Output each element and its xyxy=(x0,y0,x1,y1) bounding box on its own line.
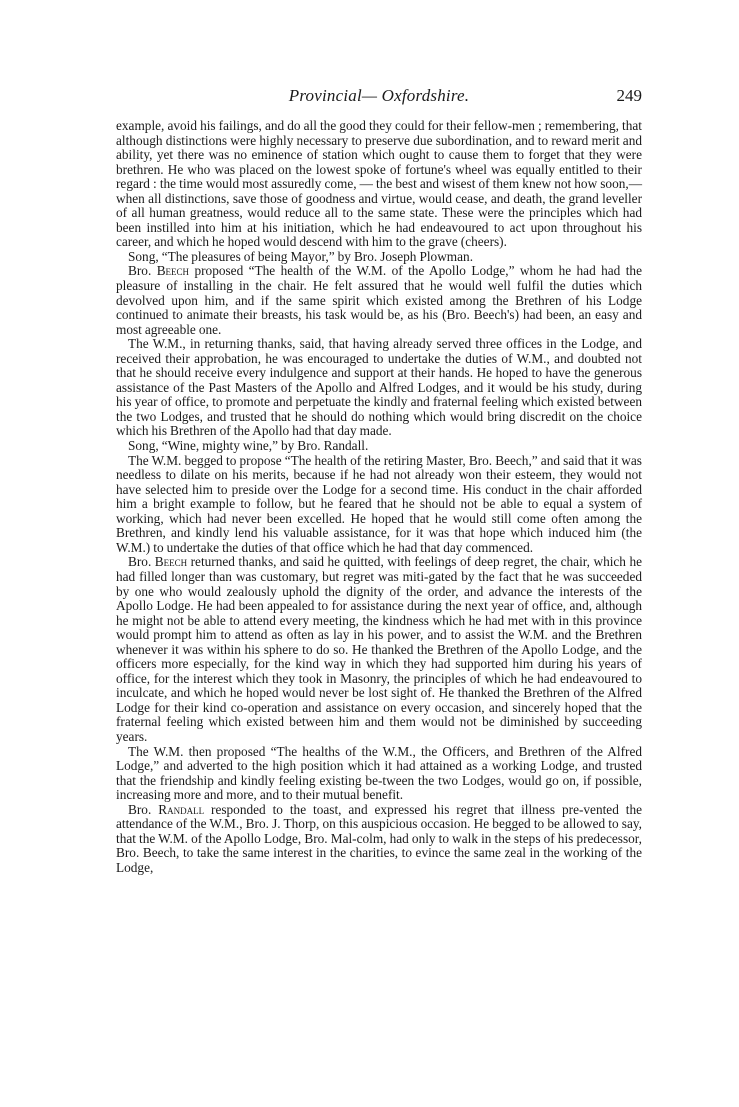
paragraph-song-mayor: Song, “The pleasures of being Mayor,” by Bro. Joseph Plowman. xyxy=(128,248,474,264)
speaker-prefix: Bro. xyxy=(128,263,152,279)
speaker-prefix: Bro. xyxy=(128,801,152,817)
speaker-name: Beech xyxy=(156,263,190,279)
paragraph-continuation: example, avoid his failings, and do all the good they could for their fellow-men ; remembering, that although distinctions were highly necessary to preserve due subordination, and to reward merit and ability, yet there was no eminence of station which ought to cause them to forget that they were brethren. He who was placed on the lowest spoke of fortune's wheel was equally entitled to their regard : the time would most assuredly come, — the best and wisest of them knew not how soon,—when all distinctions, save those of goodness and virtue, would cease, and death, the grand leveller of all human greatness, would reduce all to the same state. These were the principles which had been instilled into him at his initiation, which he had endeavoured to act upon throughout his career, and which he hoped would descend with him to the grave (cheers). xyxy=(116,118,642,250)
paragraph-text: returned thanks, and said he quitted, with feelings of deep regret, the chair, which he had filled longer than was customary, but regret was miti-gated by the fact that he was succeeded by one who would zealously uphold the dignity of the order, and advance the interests of the Apollo Lodge. He had been appealed to for assistance during the next year of office, and, although he might not be able to attend every meeting, the kindness which he had met with in this province would prompt him to attend as often as lay in his power, and to assist the W.M. and the Brethren whenever it was within his sphere to do so. He thanked the Brethren of the Apollo Lodge, and the officers more especially, for the kind way in which they had supported him during his years of office, for the interest which they took in Masonry, the principles of which he had endeavoured to inculcate, and which he hoped would never be lost sight of. He thanked the Brethren of the Alfred Lodge for their kind co-operation and assistance on every occasion, and sincerely hoped that the fraternal feeling which existed between him and them would not be diminished by succeeding years. xyxy=(116,554,642,744)
paragraph-beech-reply xyxy=(116,555,642,744)
body-text xyxy=(116,119,642,875)
paragraph-text: proposed “The health of the W.M. of the Apollo Lodge,” whom he had had the pleasure of installing in the chair. He felt assured that he would well fulfil the duties which devolved upon him, and if the same spirit which existed among the Brethren of his Lodge continued to animate their breasts, his task would be, as his (Bro. Beech's) had been, an easy and most agreeable one. xyxy=(116,263,642,337)
speaker-prefix: Bro. xyxy=(128,554,152,570)
paragraph-beech-proposal xyxy=(116,264,642,337)
paragraph-wm-thanks: The W.M., in returning thanks, said, that having already served three offices in the Lodge, and received their approbation, he was encouraged to undertake the duties of W.M., and doubted not that he should receive every indulgence and support at their hands. He hoped to have the generous assistance of the Past Masters of the Apollo and Alfred Lodges, and it would be his study, during his year of office, to promote and perpetuate the kindly and fraternal feeling which existed between the two Lodges, and trusted that he should do nothing which would bring discredit on the choice which his Brethren of the Apollo had that day made. xyxy=(116,336,642,439)
speaker-name: Beech xyxy=(154,554,188,570)
document-page xyxy=(116,86,642,875)
paragraph-song-wine: Song, “Wine, mighty wine,” by Bro. Randall. xyxy=(128,438,369,454)
page-number: 249 xyxy=(616,86,642,105)
paragraph-randall-reply xyxy=(116,803,642,876)
paragraph-text: responded to the toast, and expressed his regret that illness pre-vented the attendance of the W.M., Bro. J. Thorp, on this auspicious occasion. He begged to be allowed to say, that the W.M. of the Apollo Lodge, Bro. Mal-colm, had only to walk in the steps of his predecessor, Bro. Beech, to take the same interest in the charities, to evince the same zeal in the working of the Lodge, xyxy=(116,801,643,875)
paragraph-alfred-toast: The W.M. then proposed “The healths of the W.M., the Officers, and Brethren of the Alfred Lodge,” and adverted to the high position which it had attained as a working Lodge, and trusted that the friendship and kindly feeling existing be-tween the two Lodges, would go on, if possible, increasing more and more, and to their mutual benefit. xyxy=(116,743,642,803)
page-header xyxy=(116,86,642,114)
paragraph-wm-toast: The W.M. begged to propose “The health of the retiring Master, Bro. Beech,” and said that it was needless to dilate on his merits, because if he had not already won their esteem, they would not have selected him to preside over the Lodge for a second time. His conduct in the chair afforded him a bright example to follow, but he feared that he should not be able to equal a system of working, which had never been excelled. He hoped that he would still come often among the Brethren, and kindly lend his valuable assistance, for it was that hope which induced him (the W.M.) to undertake the duties of that office which he had that day commenced. xyxy=(116,452,642,555)
speaker-name: Randall xyxy=(158,801,205,817)
running-title: Provincial— Oxfordshire. xyxy=(288,86,470,105)
